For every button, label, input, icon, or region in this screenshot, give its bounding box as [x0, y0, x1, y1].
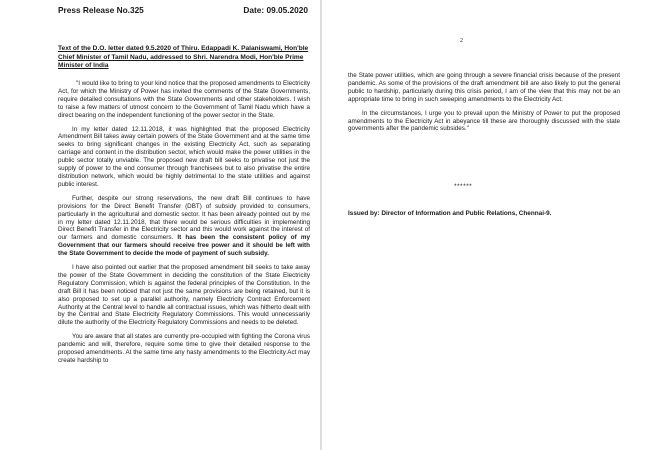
- paragraph-3-emphasis: It has been the consistent policy of my Government that our farmers should receive free power and it should be left with the State Government to decide the mode of payment of such subsidy.: [58, 234, 310, 258]
- paragraph-2: In my letter dated 12.11.2018, it was highlighted that the proposed Electricity Amendment Bill takes away certain powers of the State Government and at the same time seeks to bring significant changes in the existing Electricity Act, such as separating carriage and content in the distribution sector, which would make the power utilities in the public sector totally unviable. The proposed new draft bill seeks to privatise not just the supply of power to the end consumer through franchisees but to also privatise the entire distribution network, which would be highly detrimental to the state utilities and against public interest.: [58, 125, 310, 188]
- issued-by: Issued by: Director of Information and Public Relations, Chennai-9.: [348, 210, 552, 217]
- press-release-number: Press Release No.325: [58, 5, 144, 15]
- paragraph-3-text: Further, despite our strong reservations, the new draft Bill continues to have provisions for the Direct Benefit Transfer (DBT) of subsidy provided to consumers, particularly in the agricultural and domestic sector. It has been already pointed out by me in my letter dated 12.11.2018, that there would be serious difficulties in implementing Direct Benefit Transfer in the Electricity sector and this would work against the interest of our farmers and domestic consumers.: [58, 194, 310, 242]
- page-right: [322, 0, 650, 450]
- paragraph-4: I have also pointed out earlier that the proposed amendment bill seeks to take away the power of the State Government in deciding the constitution of the State Electricity Regulatory Commission, which is against the federal principles of the Constitution. In the draft Bill it has been noticed that not just the same provisions are being retained, but it is also proposed to set up a parallel authority, namely Electricity Contract Enforcement Authority at the Central level to handle all contractual issues, which was hitherto dealt with by the Central and State Electricity Regulatory Commissions. This would unnecessarily dilute the authority of the Electricity Regulatory Commissions and needs to be deleted.: [58, 264, 310, 327]
- page-number: 2: [460, 38, 463, 44]
- letter-body-right: [348, 72, 620, 139]
- paragraph-5: You are aware that all states are currently pre-occupied with fighting the Corona virus pandemic and will, therefore, require some time to give their detailed response to the proposed amendments. At the same time any hasty amendments to the Electricity Act may create hardship to: [58, 333, 310, 364]
- paragraph-7: In the circumstances, I urge you to prevail upon the Ministry of Power to put the proposed amendments to the Electricity Act in abeyance till these are thoroughly discussed with the state governments after the pandemic subsides.": [348, 109, 620, 133]
- letter-subject: Text of the D.O. letter dated 9.5.2020 of Thiru. Edappadi K. Palaniswami, Hon'ble Chief Minister of Tamil Nadu, addressed to Shri. Narendra Modi, Hon'ble Prime Minister of India: [58, 45, 309, 70]
- paragraph-6: the State power utilities, which are going through a severe financial crisis because of the present pandemic. As some of the provisions of the draft amendment bill are also likely to put the general public to hardship, particularly during this crisis period, I am of the view that this may not be an appropriate time to bring in such sweeping amendments to the Electricity Act.: [348, 72, 620, 103]
- page-left: [0, 0, 320, 450]
- release-date: Date: 09.05.2020: [243, 5, 308, 15]
- paragraph-3: [58, 195, 310, 258]
- paragraph-1: "I would like to bring to your kind notice that the proposed amendments to Electricity Act, for which the Ministry of Power has invited the comments of the State Governments, require detailed consultations with the State Governments and other stakeholders. I wish to raise a few matters of utmost concern to the Government of Tamil Nadu which have a direct bearing on the independent functioning of the power sector in the State.: [58, 80, 310, 119]
- letter-body-left: [58, 80, 310, 371]
- end-marker: ******: [454, 183, 473, 190]
